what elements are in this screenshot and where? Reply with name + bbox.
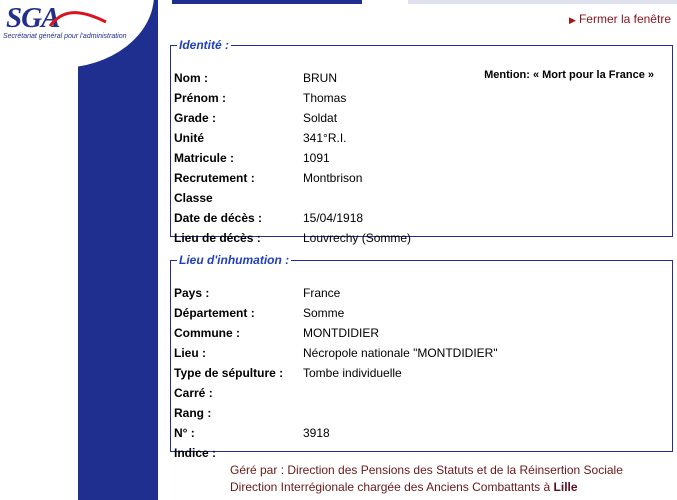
top-bar-light bbox=[408, 0, 677, 4]
inhumation-legend: Lieu d'inhumation : bbox=[179, 253, 290, 267]
footer bbox=[230, 462, 623, 496]
field-label: Date de décès : bbox=[174, 211, 263, 225]
field-label: Carré : bbox=[174, 386, 213, 400]
field-label: Commune : bbox=[174, 326, 240, 340]
close-window-link[interactable] bbox=[569, 12, 671, 26]
field-label: Recrutement : bbox=[174, 171, 255, 185]
field-label: Pays : bbox=[174, 286, 210, 300]
field-label: Rang : bbox=[174, 406, 212, 420]
field-label: Département : bbox=[174, 306, 255, 320]
field-label: Lieu : bbox=[174, 346, 206, 360]
field-label: N° : bbox=[174, 426, 195, 440]
field-label: Prénom : bbox=[174, 91, 227, 105]
logo-swoosh-icon bbox=[48, 4, 108, 30]
identite-fieldset bbox=[170, 38, 673, 245]
field-value: BRUN bbox=[303, 71, 338, 85]
inhumation-fieldset bbox=[170, 253, 673, 460]
left-sidebar-bar bbox=[78, 0, 158, 500]
field-label: Lieu de décès : bbox=[174, 231, 261, 245]
footer-line-2-prefix: Direction Interrégionale chargée des Anciens Combattants à bbox=[230, 480, 551, 494]
field-value: 15/04/1918 bbox=[303, 211, 364, 225]
field-value: MONTDIDIER bbox=[303, 326, 379, 340]
field-value: Somme bbox=[303, 306, 345, 320]
close-window-label: Fermer la fenêtre bbox=[578, 12, 671, 26]
footer-line-2 bbox=[230, 479, 623, 496]
triangle-right-icon: ▶ bbox=[569, 15, 576, 25]
field-value: Tombe individuelle bbox=[303, 366, 402, 380]
field-value: 1091 bbox=[303, 151, 330, 165]
field-label: Matricule : bbox=[174, 151, 235, 165]
top-bar-dark bbox=[172, 0, 362, 4]
field-label: Classe bbox=[174, 191, 213, 205]
logo-subtitle: Secrétariat général pour l'administration bbox=[3, 33, 127, 40]
field-label: Unité bbox=[174, 131, 204, 145]
field-label: Nom : bbox=[174, 71, 208, 85]
field-value: Montbrison bbox=[303, 171, 363, 185]
field-value: Nécropole nationale "MONTDIDIER" bbox=[303, 346, 498, 360]
field-value: Thomas bbox=[303, 91, 347, 105]
field-value: Soldat bbox=[303, 111, 338, 125]
field-label: Indice : bbox=[174, 446, 217, 460]
mention-text: Mention: « Mort pour la France » bbox=[484, 69, 654, 81]
footer-city: Lille bbox=[553, 480, 578, 494]
identite-legend: Identité : bbox=[179, 38, 229, 52]
field-value: Louvrechy (Somme) bbox=[303, 231, 412, 245]
field-value: 3918 bbox=[303, 426, 330, 440]
field-label: Grade : bbox=[174, 111, 217, 125]
field-value: 341°R.I. bbox=[303, 131, 347, 145]
field-value: France bbox=[303, 286, 341, 300]
logo-text: SGA bbox=[6, 2, 60, 34]
footer-line-1: Géré par : Direction des Pensions des Statuts et de la Réinsertion Sociale bbox=[230, 463, 623, 477]
field-label: Type de sépulture : bbox=[174, 366, 284, 380]
